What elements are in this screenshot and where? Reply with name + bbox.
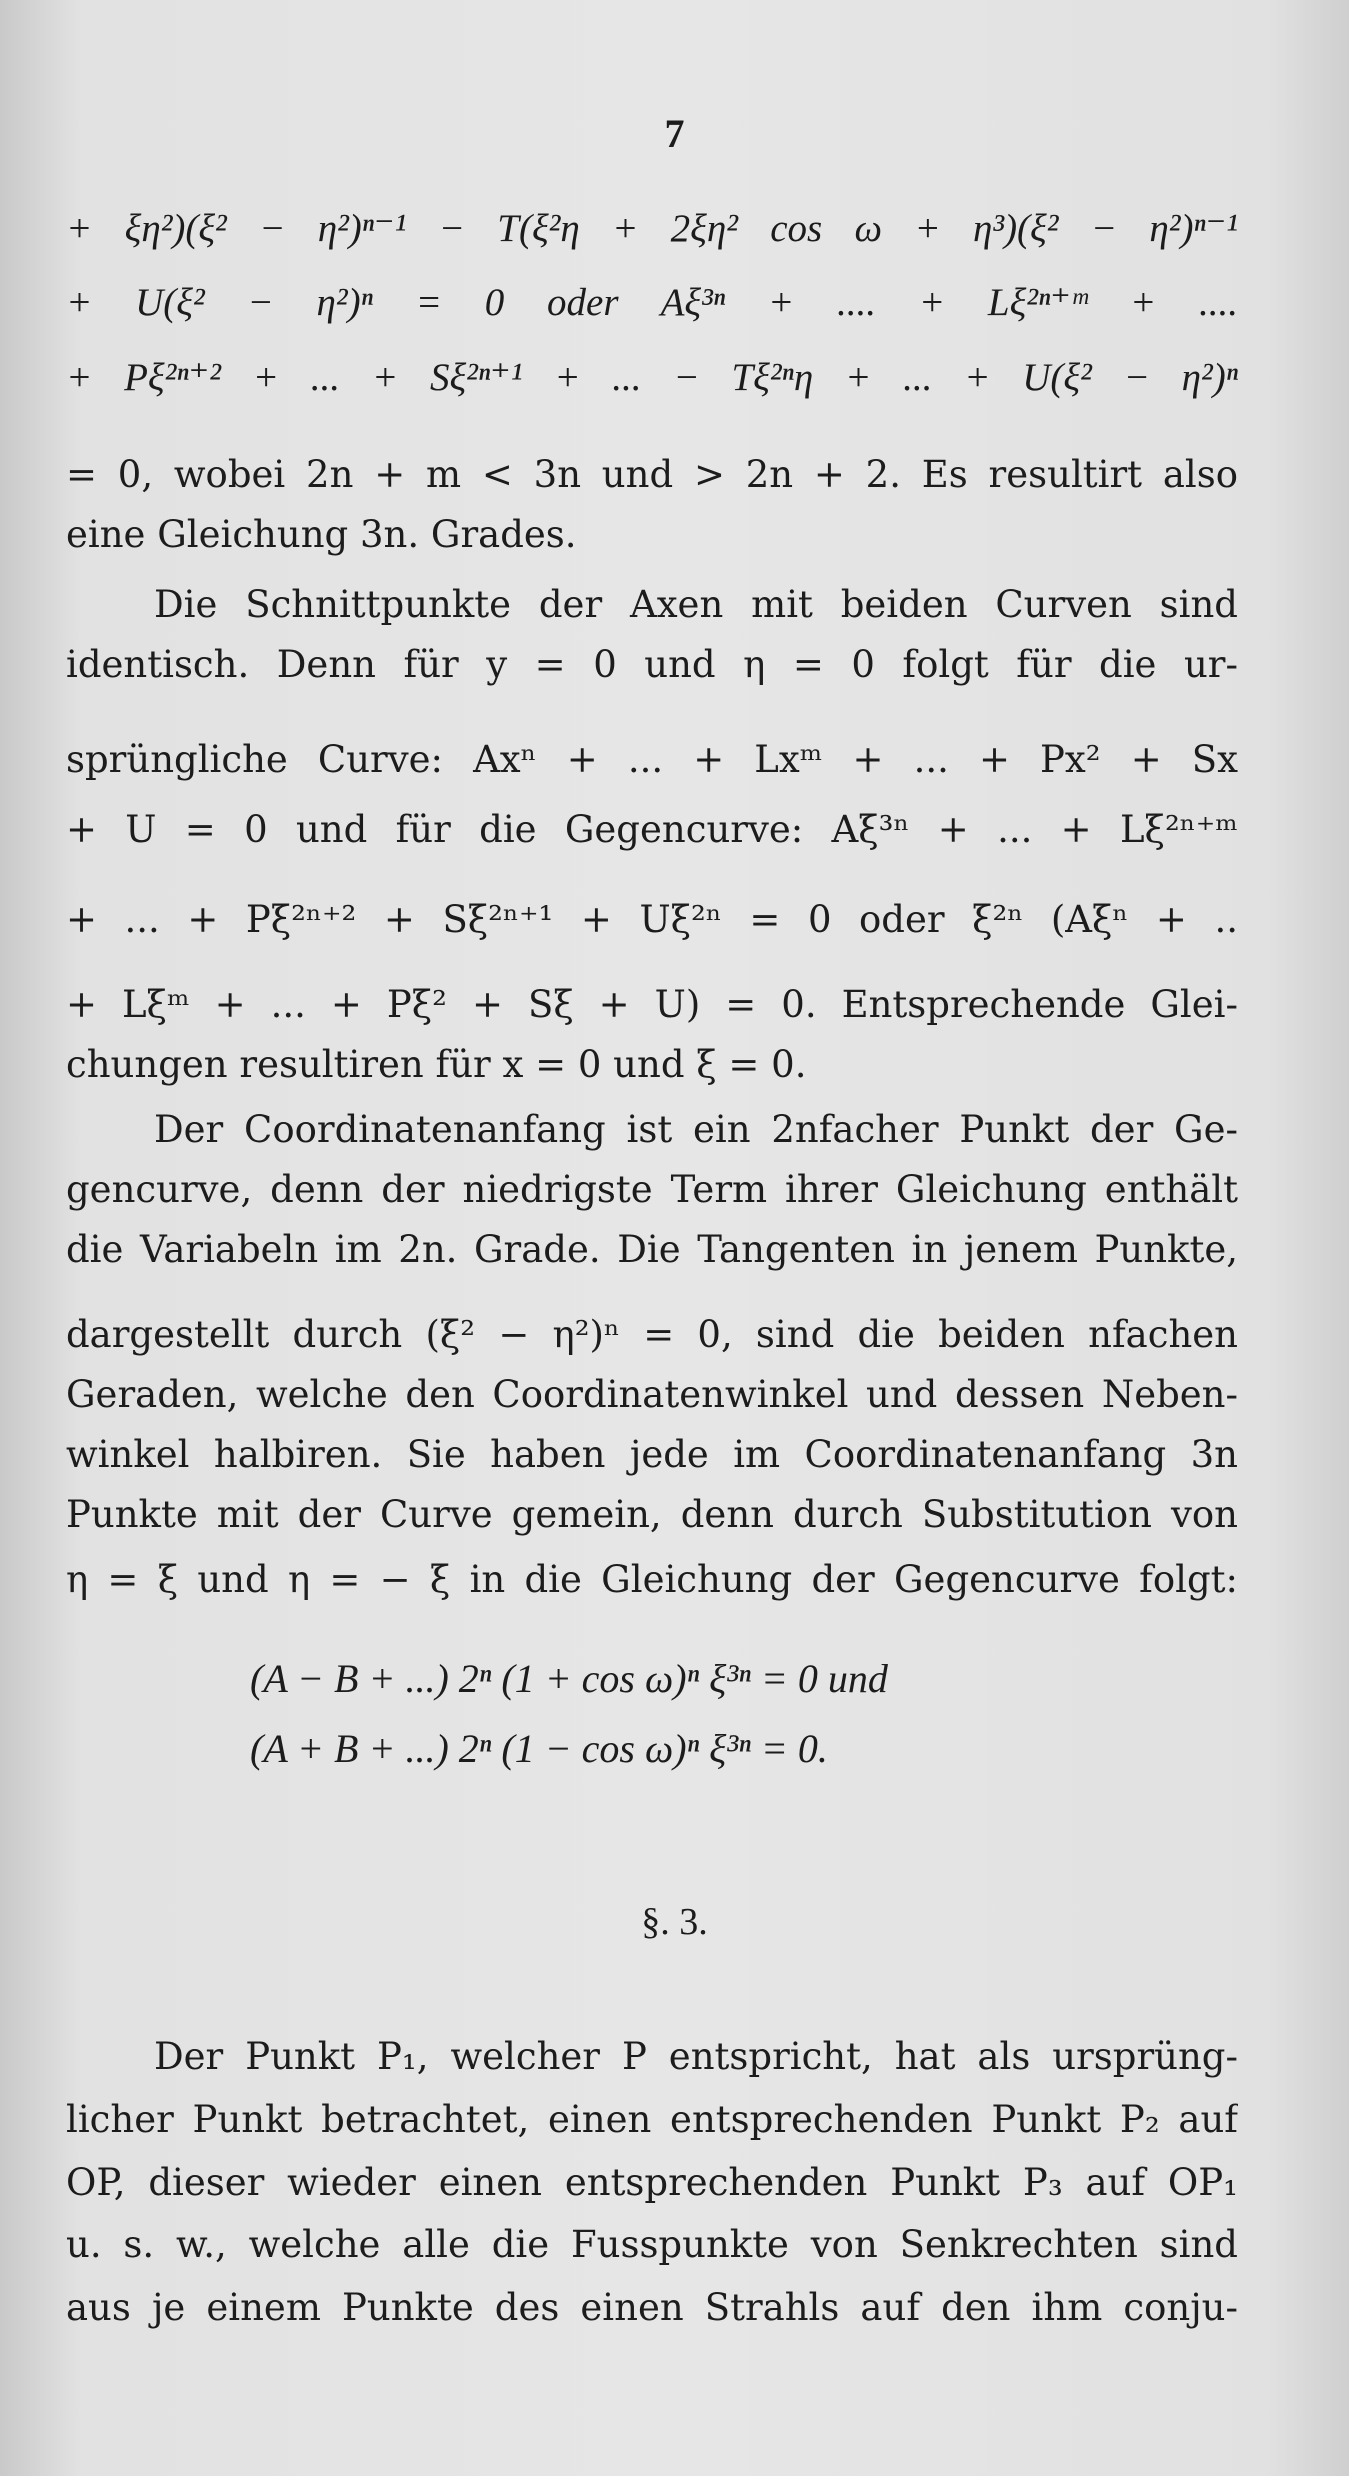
- text-line: die Variabeln im 2n. Grade. Die Tangenten in jenem Punkte,: [66, 1228, 1238, 1271]
- text-line: sprüngliche Curve: Axⁿ + ... + Lxᵐ + ... + Px² + Sx: [66, 738, 1238, 781]
- text-line: Die Schnittpunkte der Axen mit beiden Curven sind: [154, 583, 1238, 626]
- formula-line-1: + ξη²)(ξ² − η²)ⁿ⁻¹ − T(ξ²η + 2ξη² cos ω + η³)(ξ² − η²)ⁿ⁻¹: [66, 207, 1238, 250]
- text-line: η = ξ und η = − ξ in die Gleichung der Gegencurve folgt:: [66, 1558, 1238, 1601]
- display-equation-1: (A − B + ...) 2ⁿ (1 + cos ω)ⁿ ξ³ⁿ = 0 und: [250, 1656, 888, 1701]
- formula-line-2: + U(ξ² − η²)ⁿ = 0 oder Aξ³ⁿ + .... + Lξ²ⁿ⁺ᵐ + ....: [66, 281, 1238, 324]
- text-line: eine Gleichung 3n. Grades.: [66, 513, 577, 556]
- text-line: aus je einem Punkte des einen Strahls auf den ihm conju-: [66, 2286, 1238, 2329]
- text-line: Punkte mit der Curve gemein, denn durch Substitution von: [66, 1493, 1238, 1536]
- formula-line-3: + Pξ²ⁿ⁺² + ... + Sξ²ⁿ⁺¹ + ... − Tξ²ⁿη + ... + U(ξ² − η²)ⁿ: [66, 356, 1238, 399]
- text-line: dargestellt durch (ξ² − η²)ⁿ = 0, sind die beiden nfachen: [66, 1313, 1238, 1356]
- page-number: 7: [664, 111, 685, 156]
- text-line: = 0, wobei 2n + m < 3n und > 2n + 2. Es resultirt also: [66, 453, 1238, 496]
- display-equation-2: (A + B + ...) 2ⁿ (1 − cos ω)ⁿ ξ³ⁿ = 0.: [250, 1726, 828, 1771]
- text-line: gencurve, denn der niedrigste Term ihrer Gleichung enthält: [66, 1168, 1238, 1211]
- text-line: u. s. w., welche alle die Fusspunkte von Senkrechten sind: [66, 2223, 1238, 2266]
- text-line: Geraden, welche den Coordinatenwinkel und dessen Neben-: [66, 1373, 1238, 1416]
- text-line: Der Punkt P₁, welcher P entspricht, hat als ursprüng-: [154, 2035, 1238, 2078]
- text-line: licher Punkt betrachtet, einen entsprechenden Punkt P₂ auf: [66, 2098, 1238, 2141]
- text-line: chungen resultiren für x = 0 und ξ = 0.: [66, 1043, 807, 1086]
- text-line: winkel halbiren. Sie haben jede im Coordinatenanfang 3n: [66, 1433, 1238, 1476]
- text-line: Der Coordinatenanfang ist ein 2nfacher Punkt der Ge-: [154, 1108, 1238, 1151]
- text-line: + Lξᵐ + ... + Pξ² + Sξ + U) = 0. Entsprechende Glei-: [66, 983, 1238, 1026]
- text-line: OP, dieser wieder einen entsprechenden Punkt P₃ auf OP₁: [66, 2161, 1238, 2204]
- text-line: identisch. Denn für y = 0 und η = 0 folgt für die ur-: [66, 643, 1238, 686]
- text-line: + U = 0 und für die Gegencurve: Aξ³ⁿ + ... + Lξ²ⁿ⁺ᵐ: [66, 808, 1238, 851]
- section-heading: §. 3.: [641, 1901, 708, 1943]
- text-line: + ... + Pξ²ⁿ⁺² + Sξ²ⁿ⁺¹ + Uξ²ⁿ = 0 oder ξ²ⁿ (Aξⁿ + ..: [66, 898, 1238, 941]
